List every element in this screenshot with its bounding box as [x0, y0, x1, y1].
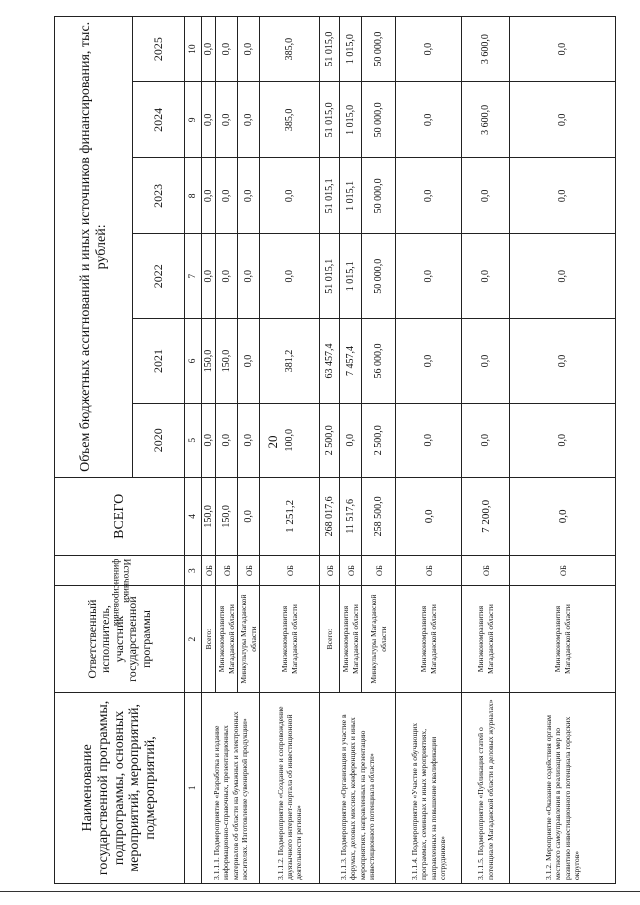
column-number: 5	[185, 403, 202, 477]
table-row	[396, 17, 462, 884]
value-cell: 0,0	[202, 17, 216, 82]
value-cell: 0,0	[260, 158, 320, 234]
header-source-text: Источники финансирования	[110, 558, 131, 627]
value-cell: 0,0	[510, 17, 616, 82]
value-cell: 0,0	[238, 234, 260, 319]
value-cell: 150,0	[216, 319, 238, 404]
value-cell: 0,0	[238, 403, 260, 477]
item-name: 3.1.1.1. Подмероприятие «Разработка и издание информационно-справочных, презентационных материалов об области на бумажных и электронных носителях. Изготовление сувенирной продукции»	[202, 692, 260, 883]
header-year: 2020	[133, 403, 185, 477]
value-cell: 385,0	[260, 17, 320, 82]
total-cell: 150,0	[202, 477, 216, 555]
value-cell: 0,0	[216, 82, 238, 158]
value-cell: 1 015,1	[340, 234, 362, 319]
value-cell: 7 457,4	[340, 319, 362, 404]
total-cell: 11 517,6	[340, 477, 362, 555]
value-cell: 0,0	[238, 17, 260, 82]
header-year: 2022	[133, 234, 185, 319]
column-number: 9	[185, 82, 202, 158]
value-cell: 0,0	[396, 158, 462, 234]
executor-cell: Минэкономразвития Магаданской области	[462, 586, 510, 692]
value-cell: 1 015,0	[340, 82, 362, 158]
funding-table	[54, 16, 616, 884]
value-cell: 0,0	[396, 82, 462, 158]
executor-cell: Минэкономразвития Магаданской области	[510, 586, 616, 692]
header-year: 2024	[133, 82, 185, 158]
source-cell: ОБ	[260, 555, 320, 585]
value-cell: 51 015,1	[320, 158, 340, 234]
value-cell: 0,0	[510, 319, 616, 404]
page-bottom-rule	[0, 891, 640, 892]
table-row	[260, 17, 320, 884]
total-cell: 0,0	[396, 477, 462, 555]
total-cell: 7 200,0	[462, 477, 510, 555]
header-year: 2025	[133, 17, 185, 82]
value-cell: 0,0	[510, 234, 616, 319]
header-year: 2021	[133, 319, 185, 404]
value-cell: 0,0	[238, 158, 260, 234]
value-cell: 0,0	[396, 319, 462, 404]
total-cell: 150,0	[216, 477, 238, 555]
executor-cell: Минэкономразвития Магаданской области	[396, 586, 462, 692]
value-cell: 63 457,4	[320, 319, 340, 404]
value-cell: 0,0	[396, 403, 462, 477]
total-cell: 0,0	[238, 477, 260, 555]
header-source	[55, 555, 185, 627]
value-cell: 0,0	[462, 403, 510, 477]
item-name: 3.1.1.5. Подмероприятие «Публикация статей о потенциале Магаданской области в деловых журналах»	[462, 692, 510, 883]
table-row	[462, 17, 510, 884]
value-cell: 50 000,0	[362, 234, 396, 319]
value-cell: 0,0	[462, 234, 510, 319]
header-year: 2023	[133, 158, 185, 234]
executor-cell: Всего:	[320, 586, 340, 692]
total-cell: 268 017,6	[320, 477, 340, 555]
header-funding: Объем бюджетных ассигнований и иных источников финансирования, тыс. рублей:	[55, 17, 133, 478]
column-number: 3	[185, 555, 202, 585]
executor-cell: Минкультуры Магаданской области	[362, 586, 396, 692]
value-cell: 0,0	[260, 234, 320, 319]
source-cell: ОБ	[202, 555, 216, 585]
rotated-table-sheet	[54, 16, 616, 884]
executor-cell: Минэкономразвития Магаданской области	[216, 586, 238, 692]
value-cell: 0,0	[202, 403, 216, 477]
value-cell: 385,0	[260, 82, 320, 158]
source-cell: ОБ	[362, 555, 396, 585]
value-cell: 150,0	[202, 319, 216, 404]
value-cell: 3 600,0	[462, 17, 510, 82]
column-number: 4	[185, 477, 202, 555]
value-cell: 100,0	[260, 403, 320, 477]
column-number-row	[185, 17, 202, 884]
page-number: 20	[265, 435, 280, 449]
value-cell: 56 000,0	[362, 319, 396, 404]
value-cell: 0,0	[510, 82, 616, 158]
column-number: 6	[185, 319, 202, 404]
executor-cell: Минкультуры Магаданской области	[238, 586, 260, 692]
value-cell: 0,0	[238, 82, 260, 158]
value-cell: 50 000,0	[362, 158, 396, 234]
table-row	[510, 17, 616, 884]
value-cell: 2 500,0	[320, 403, 340, 477]
executor-cell: Минэкономразвития Магаданской области	[260, 586, 320, 692]
table-rotator	[54, 16, 616, 884]
value-cell: 51 015,1	[320, 234, 340, 319]
header-total: ВСЕГО	[55, 477, 185, 555]
source-cell: ОБ	[462, 555, 510, 585]
column-number: 1	[185, 692, 202, 883]
item-name: 3.1.1.2. Подмероприятие «Создание и сопровождение двуязычного интернет-портала об инвестиционной деятельности региона»	[260, 692, 320, 883]
value-cell: 0,0	[202, 234, 216, 319]
header-executor: Ответственный исполнитель, участник государственной программы	[55, 586, 185, 692]
value-cell: 381,2	[260, 319, 320, 404]
value-cell: 50 000,0	[362, 17, 396, 82]
source-cell: ОБ	[238, 555, 260, 585]
value-cell: 0,0	[396, 234, 462, 319]
value-cell: 1 015,0	[340, 17, 362, 82]
value-cell: 0,0	[202, 158, 216, 234]
total-cell: 258 500,0	[362, 477, 396, 555]
executor-cell: Всего:	[202, 586, 216, 692]
value-cell: 0,0	[216, 158, 238, 234]
value-cell: 0,0	[216, 17, 238, 82]
value-cell: 0,0	[510, 158, 616, 234]
value-cell: 0,0	[238, 319, 260, 404]
column-number: 8	[185, 158, 202, 234]
source-cell: ОБ	[216, 555, 238, 585]
value-cell: 0,0	[216, 403, 238, 477]
value-cell: 51 015,0	[320, 17, 340, 82]
value-cell: 1 015,1	[340, 158, 362, 234]
table-row	[320, 17, 340, 884]
column-number: 7	[185, 234, 202, 319]
header-name: Наименование государственной программы, подпрограммы, основных мероприятий, мероприятий, подмероприятий,	[55, 692, 185, 883]
source-cell: ОБ	[510, 555, 616, 585]
table-row	[202, 17, 216, 884]
item-name: 3.1.2. Мероприятие «Оказание содействия органам местного самоуправления в реализации мер по развитию инвестиционного потенциала городских округов»	[510, 692, 616, 883]
value-cell: 0,0	[462, 319, 510, 404]
item-name: 3.1.1.3. Подмероприятие «Организация и участие в форумах, деловых миссиях, конференциях и иных мероприятиях, направленных на презентацию инвестиционного потенциала области»	[320, 692, 396, 883]
value-cell: 0,0	[202, 82, 216, 158]
executor-cell: Минэкономразвития Магаданской области	[340, 586, 362, 692]
source-cell: ОБ	[320, 555, 340, 585]
value-cell: 51 015,0	[320, 82, 340, 158]
value-cell: 0,0	[340, 403, 362, 477]
value-cell: 2 500,0	[362, 403, 396, 477]
item-name: 3.1.1.4. Подмероприятие «Участие в обучающих программах, семинарах и иных мероприятиях, направленных на повышение квалификации сотрудников»	[396, 692, 462, 883]
value-cell: 3 600,0	[462, 82, 510, 158]
total-cell: 0,0	[510, 477, 616, 555]
value-cell: 0,0	[462, 158, 510, 234]
value-cell: 0,0	[396, 17, 462, 82]
column-number: 10	[185, 17, 202, 82]
value-cell: 0,0	[510, 403, 616, 477]
value-cell: 50 000,0	[362, 82, 396, 158]
total-cell: 1 251,2	[260, 477, 320, 555]
column-number: 2	[185, 586, 202, 692]
source-cell: ОБ	[396, 555, 462, 585]
source-cell: ОБ	[340, 555, 362, 585]
value-cell: 0,0	[216, 234, 238, 319]
